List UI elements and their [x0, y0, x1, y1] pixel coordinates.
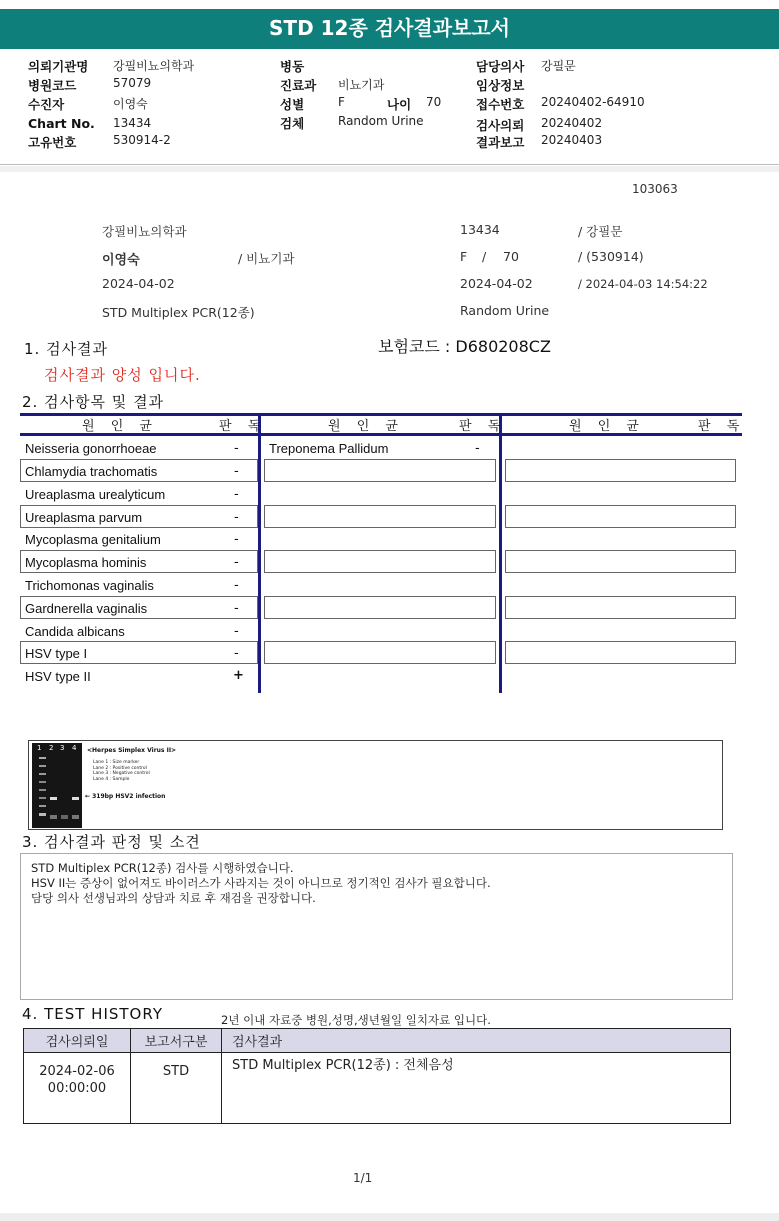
col2-result-header: 판 독 [459, 419, 507, 434]
info-date1: 2024-04-02 [102, 276, 175, 291]
lane-number: 1 [37, 744, 42, 752]
section1-title: 1. 검사결과 [24, 340, 109, 358]
findings-line: 담당 의사 선생님과의 상담과 치료 후 재검을 권장합니다. [31, 891, 316, 905]
history-result: STD Multiplex PCR(12종) : 전체음성 [222, 1053, 731, 1124]
organism-name: Neisseria gonorrhoeae [25, 441, 157, 456]
info-birth: / (530914) [578, 249, 644, 264]
organism-name: Trichomonas vaginalis [25, 578, 154, 593]
organism-name: Treponema Pallidum [269, 441, 389, 456]
organism-name: Ureaplasma parvum [25, 510, 143, 525]
table-row [24, 1053, 731, 1124]
test-history-table [23, 1028, 731, 1124]
info-dept: / 비뇨기과 [238, 251, 295, 266]
lane-number: 3 [60, 744, 65, 752]
info-sex: F [460, 249, 468, 264]
lane-number: 4 [72, 744, 77, 752]
history-note: 2년 이내 자료중 병원,성명,생년월일 일치자료 입니다. [221, 1013, 491, 1027]
info-doctor: / 강필문 [578, 224, 623, 239]
value-dept: 비뇨기과 [338, 78, 385, 92]
label-specimen: 검체 [280, 116, 305, 131]
value-request: 20240402 [541, 116, 603, 130]
label-patient: 수진자 [28, 97, 65, 112]
label-doctor: 담당의사 [476, 59, 525, 74]
col3-result-header: 판 독 [698, 419, 746, 434]
value-doctor: 강필문 [541, 59, 576, 73]
organism-result: - [234, 464, 239, 479]
header-separator [0, 164, 779, 165]
empty-row-box [264, 641, 496, 664]
empty-row-box [264, 459, 496, 482]
value-receipt: 20240402-64910 [541, 95, 645, 109]
label-hosp-code: 병원코드 [28, 78, 77, 93]
organism-result: - [234, 532, 239, 547]
info-chart: 13434 [460, 222, 500, 237]
value-chart: 13434 [113, 116, 152, 130]
organism-name: Mycoplasma hominis [25, 555, 147, 570]
info-date2: 2024-04-02 [460, 276, 533, 291]
gel-title: <Herpes Simplex Virus II> [87, 747, 177, 754]
gel-legend-item: Lane 2 : Positive control [93, 765, 147, 771]
organism-name-positive: HSV type II [25, 669, 91, 684]
value-age: 70 [426, 95, 442, 109]
organism-result: - [234, 646, 239, 661]
history-col-result: 검사결과 [222, 1029, 731, 1053]
label-dept: 진료과 [280, 78, 317, 93]
organism-name: Candida albicans [25, 624, 125, 639]
label-age: 나이 [387, 97, 412, 112]
history-date: 2024-02-06 [39, 1064, 115, 1079]
label-request: 검사의뢰 [476, 118, 525, 133]
empty-row-box [264, 505, 496, 528]
organism-name: Mycoplasma genitalium [25, 532, 161, 547]
empty-row-box [264, 550, 496, 573]
insurance-code: 보험코드 : D680208CZ [378, 337, 551, 356]
col1-organism-header: 원 인 균 [82, 419, 158, 434]
report-code: 103063 [632, 182, 678, 196]
gel-band-label: ← 319bp HSV2 infection [85, 793, 166, 800]
organism-name: HSV type I [25, 646, 88, 661]
findings-comment-box [20, 853, 733, 1000]
value-uid: 530914-2 [113, 133, 171, 147]
column-divider-1 [258, 416, 261, 693]
organism-result: - [234, 578, 239, 593]
findings-line: STD Multiplex PCR(12종) 검사를 시행하였습니다. [31, 861, 294, 875]
info-name: 이영숙 [102, 253, 140, 268]
organism-result: - [234, 555, 239, 570]
column-divider-2 [499, 416, 502, 693]
label-clinical: 임상정보 [476, 78, 525, 93]
info-clinic: 강필비뇨의학과 [102, 224, 187, 239]
history-col-date: 검사의뢰일 [24, 1029, 131, 1053]
organism-name: Chlamydia trachomatis [25, 464, 158, 479]
gel-legend [93, 760, 150, 782]
label-receipt: 접수번호 [476, 97, 525, 112]
value-specimen: Random Urine [338, 114, 424, 128]
gel-legend-item: Lane 1 : Size marker [93, 760, 140, 765]
gel-bands-graphic [32, 743, 82, 828]
findings-line: HSV II는 증상이 없어져도 바이러스가 사라지는 것이 아니므로 정기적인 검사가 필요합니다. [31, 876, 491, 890]
report-title: STD 12종 검사결과보고서 [269, 16, 510, 40]
info-specimen: Random Urine [460, 303, 550, 318]
section2-title: 2. 검사항목 및 결과 [22, 393, 165, 411]
gel-electrophoresis-panel [28, 740, 723, 830]
gel-legend-item: Lane 4 : Sample [93, 776, 130, 782]
page-number: 1/1 [353, 1171, 373, 1185]
organism-result: - [234, 624, 239, 639]
empty-row-box [505, 641, 736, 664]
section3-title: 3. 검사결과 판정 및 소견 [22, 833, 201, 851]
info-test: STD Multiplex PCR(12종) [102, 305, 255, 320]
label-ward: 병동 [280, 59, 305, 74]
col1-result-header: 판 독 [219, 419, 267, 434]
history-date-cell [24, 1053, 131, 1124]
label-sex: 성별 [280, 97, 305, 112]
history-col-type: 보고서구분 [131, 1029, 222, 1053]
value-patient: 이영숙 [113, 97, 148, 111]
organism-result: - [475, 441, 480, 456]
organism-name: Ureaplasma urealyticum [25, 487, 166, 502]
empty-row-box [505, 596, 736, 619]
info-slash: / [482, 249, 487, 264]
page-bottom-band [0, 1213, 779, 1221]
organism-result: - [234, 487, 239, 502]
gel-image [32, 743, 82, 828]
col3-organism-header: 원 인 균 [569, 419, 645, 434]
lane-number: 2 [49, 744, 54, 752]
history-time: 00:00:00 [47, 1081, 107, 1096]
empty-row-box [505, 550, 736, 573]
report-title-banner [0, 9, 779, 48]
col2-organism-header: 원 인 균 [328, 419, 404, 434]
value-report: 20240403 [541, 133, 603, 147]
label-uid: 고유번호 [28, 135, 77, 150]
value-hosp-code: 57079 [113, 76, 152, 90]
organism-result: - [234, 510, 239, 525]
value-org: 강필비뇨의학과 [113, 59, 195, 73]
label-chart: Chart No. [28, 116, 95, 131]
organism-result: - [234, 441, 239, 456]
organism-result: - [234, 601, 239, 616]
label-report: 결과보고 [476, 135, 525, 150]
gel-legend-item: Lane 3 : Negative control [93, 771, 150, 776]
result-summary: 검사결과 양성 입니다. [44, 366, 201, 384]
info-age: 70 [503, 249, 519, 264]
organism-result-positive: + [233, 668, 244, 683]
banner-underline [0, 48, 779, 49]
info-datetime: / 2024-04-03 14:54:22 [578, 277, 708, 291]
header-shadow-band [0, 166, 779, 172]
empty-row-box [505, 459, 736, 482]
empty-row-box [505, 505, 736, 528]
section4-title: 4. TEST HISTORY [22, 1005, 163, 1023]
history-header-row [24, 1029, 731, 1053]
history-type: STD [131, 1053, 222, 1124]
empty-row-box [264, 596, 496, 619]
label-org: 의뢰기관명 [28, 59, 89, 74]
organism-name: Gardnerella vaginalis [25, 601, 148, 616]
value-sex: F [338, 95, 345, 109]
